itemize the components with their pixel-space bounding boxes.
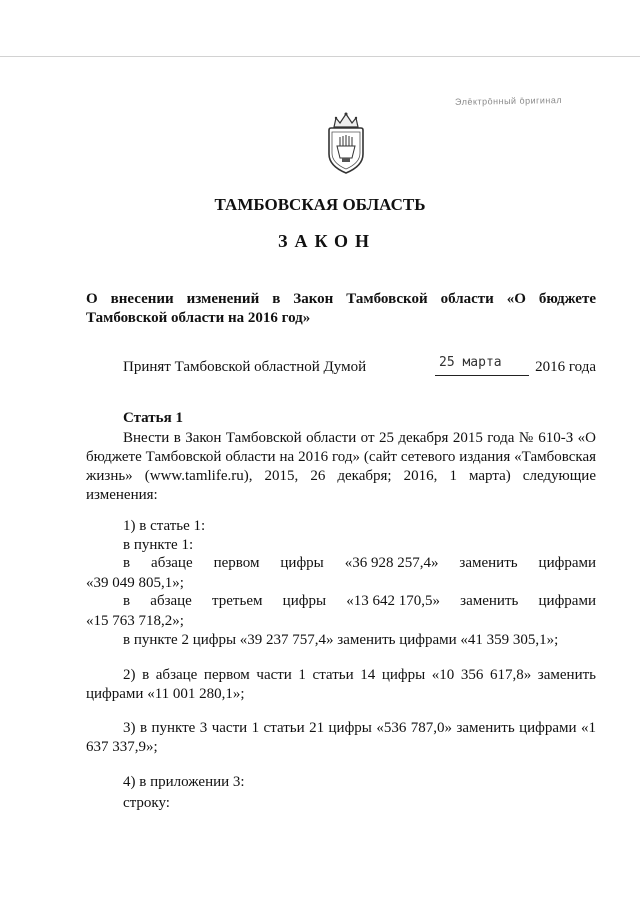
adoption-label: Принят Тамбовской областной Думой [123, 359, 367, 375]
word: цифры [280, 555, 324, 571]
item-1-sub: в пункте 1: [123, 537, 194, 553]
item-1-line2-cont: «15 763 718,2»; [86, 613, 184, 629]
word: заменить [460, 593, 519, 609]
adoption-year: 2016 года [535, 359, 596, 375]
word: абзаце [150, 593, 192, 609]
word: третьем [212, 593, 263, 609]
item-4-sub: строку: [123, 795, 170, 811]
word: цифры [282, 593, 327, 609]
adoption-date: 25 марта [435, 355, 529, 376]
word: «36 928 257,4» [344, 555, 439, 571]
article-title: Статья 1 [123, 410, 183, 426]
word: «13 642 170,5» [346, 593, 440, 609]
word: заменить [459, 555, 518, 571]
item-1-line1-cont: «39 049 805,1»; [86, 575, 184, 591]
article-intro: Внести в Закон Тамбовской области от 25 декабря 2015 года № 610-З «О бюджете Тамбовской области на 2016 год» (сайт сетевого издания «Тамбовская жизнь» (www.tamlife.ru), 2015, 26 декабря; 2016, 1 марта) следующие изменения: [86, 430, 596, 503]
word: абзаце [151, 555, 193, 571]
region-title: ТАМБОВСКАЯ ОБЛАСТЬ [214, 195, 426, 214]
item-4-title: 4) в приложении 3: [123, 774, 245, 790]
item-1-line3: в пункте 2 цифры «39 237 757,4» заменить цифрами «41 359 305,1»; [123, 632, 559, 648]
electronic-stamp: Эле̄ктро̄нный о̄ригинал [454, 95, 563, 107]
word: в [123, 555, 131, 571]
word: в [123, 593, 131, 609]
item-3: 3) в пункте 3 части 1 статьи 21 цифры «536 787,0» заменить цифрами «1 637 337,9»; [86, 720, 596, 755]
item-2: 2) в абзаце первом части 1 статьи 14 цифры «10 356 617,8» заменить цифрами «11 001 280,1»; [86, 667, 596, 702]
top-rule [0, 56, 640, 57]
word: первом [213, 555, 260, 571]
document-type: ЗАКОН [277, 231, 377, 251]
law-subject: О внесении изменений в Закон Тамбовской области «О бюджете Тамбовской области на 2016 год» [86, 291, 596, 326]
coat-of-arms-icon [321, 110, 371, 176]
item-1-line2 [123, 593, 596, 610]
item-1-title: 1) в статье 1: [123, 518, 206, 534]
word: цифрами [538, 555, 596, 571]
item-1-line1 [123, 555, 596, 572]
word: цифрами [538, 593, 596, 609]
